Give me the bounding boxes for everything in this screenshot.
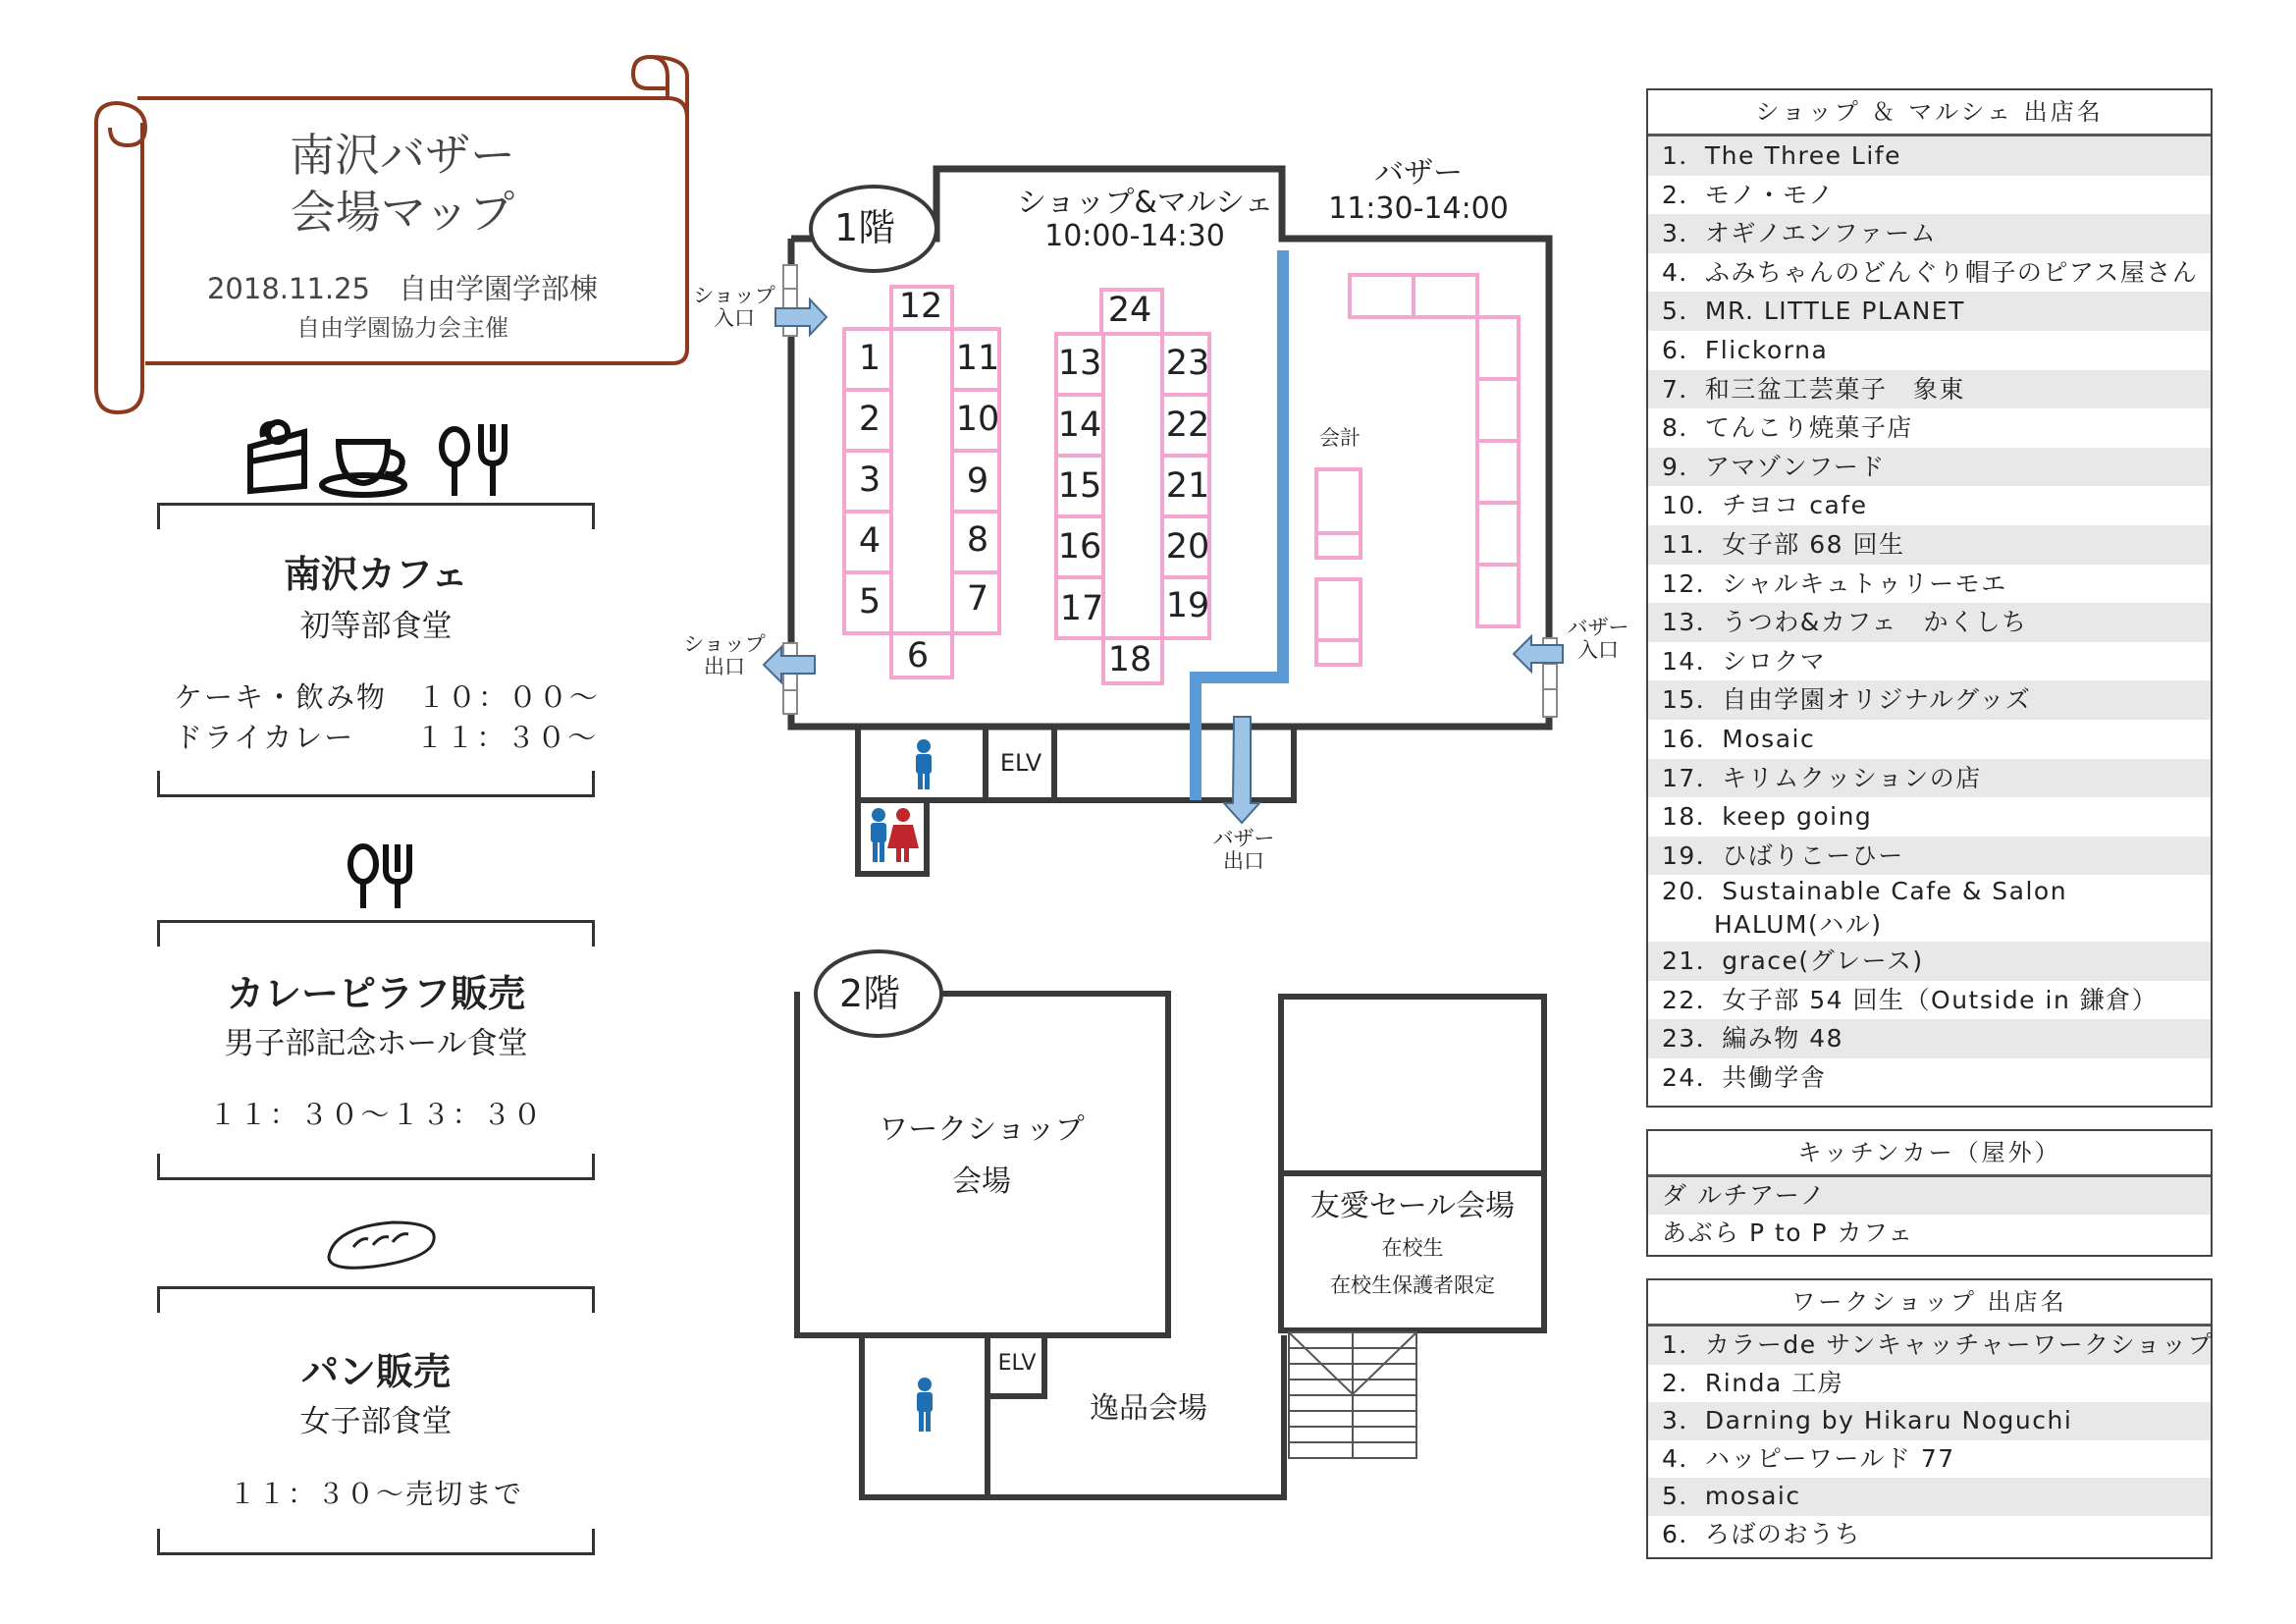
list-item: ダ ルチアーノ — [1648, 1177, 2211, 1215]
workshop-list-header: ワークショップ 出店名 — [1648, 1280, 2211, 1326]
list-item: 22．女子部 54 回生（Outside in 鎌倉） — [1662, 985, 2159, 1014]
cafe-location: 初等部食堂 — [299, 609, 453, 644]
event-date-place: 2018.11.25 自由学園学部棟 — [206, 272, 599, 305]
bazaar-time: 11:30-14:00 — [1328, 191, 1509, 226]
kitchen-car-header: キッチンカー（屋外） — [1648, 1131, 2211, 1177]
kitchen-car-list — [1648, 1177, 2211, 1252]
list-item: 8．てんこり焼菓子店 — [1662, 413, 1913, 443]
list-item: 3．Darning by Hikaru Noguchi — [1648, 1402, 2211, 1440]
bread-icon — [329, 1222, 434, 1268]
yuai-sale-sub1: 在校生 — [1381, 1236, 1444, 1260]
list-item: 17．キリムクッションの店 — [1648, 759, 2211, 798]
list-item: 6．ろばのおうち — [1662, 1519, 1861, 1548]
list-item: 4．ふみちゃんのどんぐり帽子のピアス屋さん — [1662, 257, 2199, 287]
list-item: 1．カラーde サンキャッチャーワークショップ — [1648, 1326, 2211, 1365]
stall-number: 22 — [1165, 406, 1210, 445]
yuai-sale-sub2: 在校生保護者限定 — [1330, 1273, 1495, 1297]
stall-number: 1 — [858, 339, 881, 378]
list-item: 16．Mosaic — [1662, 724, 1816, 753]
stall-number: 3 — [858, 460, 881, 500]
elevator-label-2f: ELV — [997, 1351, 1037, 1376]
stall-number: 10 — [955, 400, 1000, 439]
list-item: 3．オギノエンファーム — [1648, 214, 2211, 253]
list-item: 15．自由学園オリジナルグッズ — [1648, 680, 2211, 720]
curry-location: 男子部記念ホール食堂 — [224, 1026, 528, 1061]
shop-list-header: ショップ ＆ マルシェ 出店名 — [1648, 90, 2211, 136]
page-title — [147, 128, 658, 241]
stall-number: 16 — [1057, 527, 1102, 567]
stall-number: 24 — [1107, 291, 1152, 330]
stall-number: 17 — [1059, 589, 1104, 628]
stall-number: 19 — [1165, 586, 1210, 625]
list-item: 6．Flickorna — [1662, 335, 1829, 364]
cake-icon — [250, 422, 304, 491]
spoon-icon — [442, 429, 467, 496]
workshop-list-panel — [1646, 1278, 2213, 1559]
stall-number: 4 — [858, 521, 881, 561]
fork-icon — [386, 844, 409, 908]
stall-number: 14 — [1057, 406, 1102, 445]
list-item: 11．女子部 68 回生 — [1648, 525, 2211, 565]
yuai-sale-title: 友愛セール会場 — [1309, 1189, 1516, 1223]
list-item: 4．ハッピーワールド 77 — [1662, 1443, 1955, 1473]
stall-number: 13 — [1057, 344, 1102, 383]
list-item: あぶら P to P カフェ — [1662, 1218, 1914, 1247]
goods-area-label: 逸品会場 — [1090, 1391, 1207, 1426]
list-item: 2．Rinda 工房 — [1662, 1368, 1844, 1397]
stall-number: 11 — [955, 339, 1000, 378]
bread-box — [160, 1286, 592, 1555]
list-item: 2．モノ・モノ — [1662, 180, 1835, 209]
cashier-label: 会計 — [1319, 426, 1361, 450]
curry-hours: １１：３０～１３：３０ — [208, 1098, 544, 1131]
list-item: 14．シロクマ — [1662, 646, 1827, 676]
list-item: 13．うつわ&カフェ かくしち — [1648, 603, 2211, 642]
list-item: 1．The Three Life — [1648, 136, 2211, 176]
list-item: 23．編み物 48 — [1648, 1019, 2211, 1058]
list-item: 5．MR. LITTLE PLANET — [1648, 292, 2211, 331]
bazaar-exit-label: バザー 出口 — [1212, 827, 1275, 874]
list-item: 18．keep going — [1662, 802, 1873, 832]
workshop-area-label: ワークショップ 会場 — [879, 1112, 1085, 1199]
stall-number: 15 — [1057, 466, 1102, 506]
title-line2: 会場マップ — [290, 185, 515, 239]
list-item: 10．チヨコ cafe — [1662, 491, 1868, 520]
staircase-icon — [1289, 1332, 1416, 1458]
organizer: 自由学園協力会主催 — [296, 314, 508, 342]
list-item: 7．和三盆工芸菓子 象東 — [1648, 370, 2211, 409]
bazaar-title: バザー — [1374, 156, 1463, 190]
stall-number: 7 — [966, 579, 989, 619]
stall-number: 6 — [906, 636, 930, 676]
list-item: 19．ひばりこーひー — [1648, 837, 2211, 876]
workshop-list — [1648, 1326, 2215, 1553]
list-item: 21．grace(グレース) — [1648, 942, 2211, 981]
shop-area-time: 10:00-14:30 — [1044, 219, 1225, 253]
elevator-label: ELV — [999, 749, 1042, 777]
curry-title: カレーピラフ販売 — [226, 972, 525, 1015]
stall-number: 20 — [1165, 527, 1210, 567]
shop-exit-label: ショップ 出口 — [683, 632, 766, 679]
restroom-male-icon — [917, 1378, 933, 1432]
coffee-cup-icon — [322, 442, 404, 495]
title-line1: 南沢バザー — [290, 129, 515, 182]
stall-number: 8 — [966, 520, 989, 560]
bread-title: パン販売 — [300, 1350, 451, 1393]
restroom-male-icon — [916, 739, 932, 789]
floor1-label: 1階 — [834, 206, 896, 249]
kitchen-car-panel — [1646, 1129, 2213, 1257]
shop-entrance-label: ショップ 入口 — [693, 284, 775, 331]
stall-number: 5 — [858, 582, 881, 622]
stall-number: 23 — [1165, 344, 1210, 383]
restroom-female-icon — [887, 808, 919, 862]
stall-number: 21 — [1165, 466, 1210, 506]
spoon-icon — [350, 846, 376, 908]
stall-number: 18 — [1107, 640, 1152, 679]
list-item: 24．共働学舎 — [1662, 1063, 1827, 1093]
list-item: 5．mosaic — [1648, 1478, 2211, 1516]
shop-area-title: ショップ&マルシェ — [1017, 186, 1274, 220]
cafe-title: 南沢カフェ — [283, 553, 469, 596]
stall-number: 12 — [898, 287, 943, 326]
list-item: 20．Sustainable Cafe & Salon HALUM(ハル) — [1662, 877, 2068, 940]
cafe-hours-line1: ケーキ・飲み物 １０：００～ — [174, 680, 601, 714]
curry-box — [160, 920, 592, 1180]
shop-list — [1648, 136, 2211, 1098]
stall-number: 2 — [858, 400, 881, 439]
cafe-hours-line2: ドライカレー １１：３０～ — [174, 721, 599, 754]
bread-hours: １１：３０～売切まで — [228, 1478, 523, 1510]
floor2-label: 2階 — [839, 972, 901, 1015]
bazaar-entrance-label: バザー 入口 — [1567, 616, 1629, 663]
cafe-box — [160, 503, 601, 797]
bread-location: 女子部食堂 — [299, 1404, 453, 1439]
stall-number: 9 — [966, 461, 989, 501]
list-item: 9．アマゾンフード — [1648, 448, 2211, 487]
list-item: 12．シャルキュトゥリーモエ — [1662, 568, 2007, 598]
shop-list-panel — [1646, 88, 2213, 1108]
fork-icon — [481, 424, 505, 496]
restroom-male-icon — [871, 808, 886, 862]
